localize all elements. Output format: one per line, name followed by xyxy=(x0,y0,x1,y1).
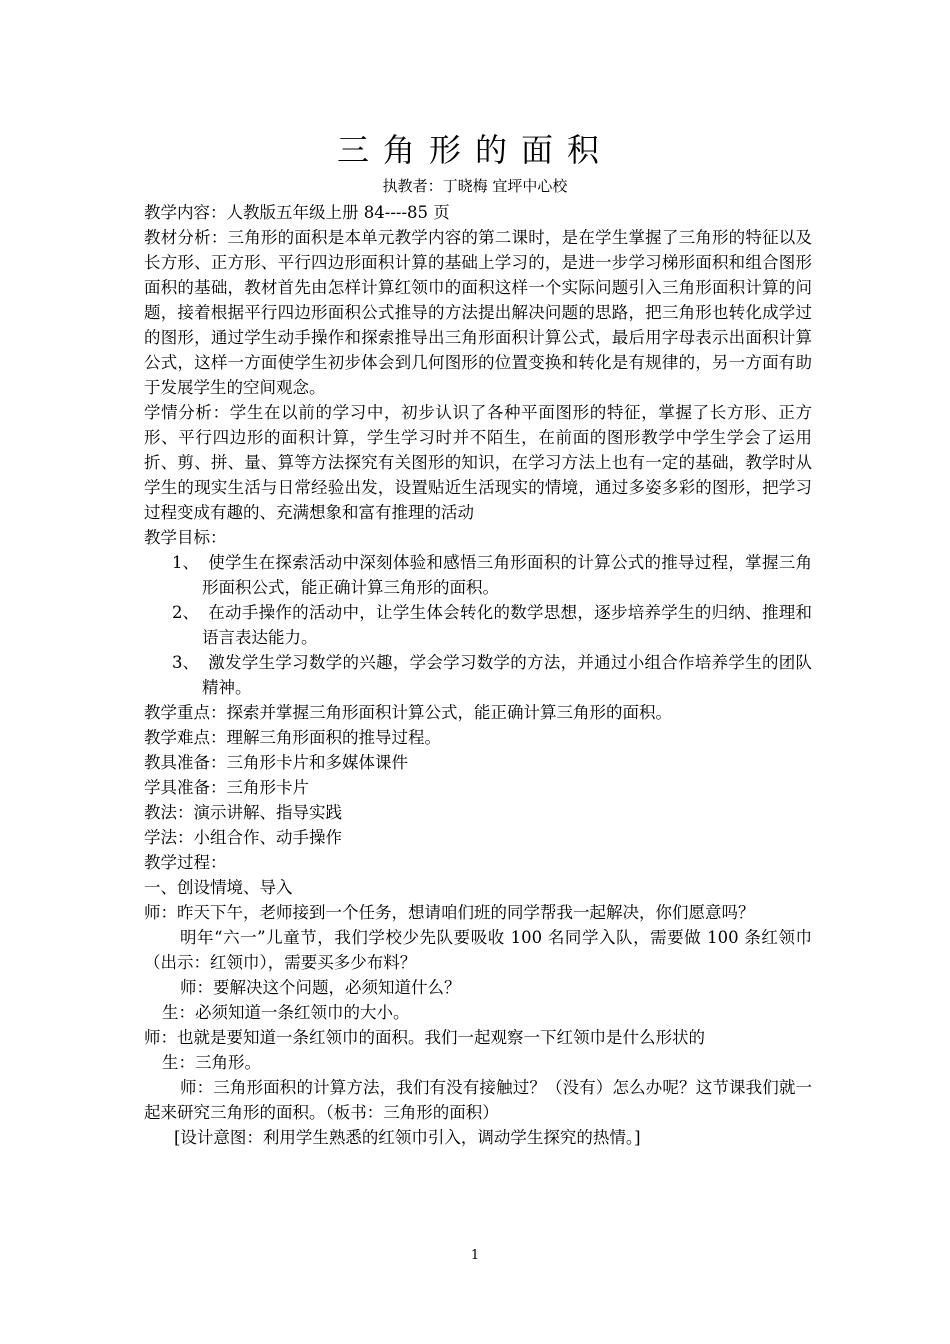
dialogue-line: 师：也就是要知道一条红领巾的面积。我们一起观察一下红领巾是什么形状的 xyxy=(144,1028,705,1047)
goal-item-1 xyxy=(144,550,812,600)
teaching-method: 教法：演示讲解、指导实践 xyxy=(144,803,342,822)
learning-method: 学法：小组合作、动手操作 xyxy=(144,828,342,847)
document-title: 三角形的面积 xyxy=(336,131,613,169)
dialogue-line: 生：三角形。 xyxy=(162,1053,261,1072)
goal-item-3 xyxy=(144,650,812,700)
goal-item-2 xyxy=(144,600,812,650)
page-number: 1 xyxy=(470,1248,480,1263)
dialogue-line: 生：必须知道一条红领巾的大小。 xyxy=(162,1003,410,1022)
learning-aids: 学具准备：三角形卡片 xyxy=(144,778,309,797)
dialogue-line: 师：三角形面积的计算方法，我们有没有接触过？（没有）怎么办呢？这节课我们就一起来研究三角形的面积。（板书：三角形的面积） xyxy=(144,1078,812,1122)
author-line: 执教者：丁晓梅 宜坪中心校 xyxy=(382,177,568,195)
document-body xyxy=(144,200,812,1150)
dialogue-line: 师：昨天下午，老师接到一个任务，想请咱们班的同学帮我一起解决，你们愿意吗？ xyxy=(144,903,755,922)
goal-number: 3、 xyxy=(172,653,199,672)
material-analysis: 教材分析：三角形的面积是本单元教学内容的第二课时，是在学生掌握了三角形的特征以及长方形、正方形、平行四边形面积计算的基础上学习的，是进一步学习梯形面积和组合图形面积的基础，教材首先由怎样计算红领巾的面积这样一个实际问题引入三角形面积计算的问题，接着根据平行四边形面积公式推导的方法提出解决问题的思路，把三角形也转化成学过的图形，通过学生动手操作和探索推导出三角形面积计算公式，最后用字母表示出面积计算公式，这样一方面使学生初步体会到几何图形的位置变换和转化是有规律的，另一方面有助于发展学生的空间观念。 xyxy=(144,228,812,397)
student-analysis: 学情分析：学生在以前的学习中，初步认识了各种平面图形的特征，掌握了长方形、正方形、平行四边形的面积计算，学生学习时并不陌生，在前面的图形教学中学生学会了运用折、剪、拼、量、算等方法探究有关图形的知识，在学习方法上也有一定的基础，教学时从学生的现实生活与日常经验出发，设置贴近生活现实的情境，通过多姿多彩的图形，把学习过程变成有趣的、充满想象和富有推理的活动 xyxy=(144,403,812,522)
goal-number: 1、 xyxy=(172,553,199,572)
section-heading: 一、创设情境、导入 xyxy=(144,878,293,897)
goal-text: 激发学生学习数学的兴趣，学会学习数学的方法，并通过小组合作培养学生的团队精神。 xyxy=(202,653,812,697)
difficulty: 教学难点：理解三角形面积的推导过程。 xyxy=(144,728,441,747)
goals-heading: 教学目标： xyxy=(144,528,227,547)
goal-number: 2、 xyxy=(172,603,199,622)
dialogue-line: 明年“六一”儿童节，我们学校少先队要吸收 100 名同学入队，需要做 100 条红领巾（出示：红领巾），需要买多少布料？ xyxy=(144,928,812,972)
design-intent: [设计意图：利用学生熟悉的红领巾引入，调动学生探究的热情。] xyxy=(174,1128,641,1147)
teaching-aids: 教具准备：三角形卡片和多媒体课件 xyxy=(144,753,408,772)
dialogue-line: 师：要解决这个问题，必须知道什么？ xyxy=(180,978,461,997)
goal-text: 使学生在探索活动中深刻体验和感悟三角形面积的计算公式的推导过程，掌握三角形面积公式，能正确计算三角形的面积。 xyxy=(202,553,812,597)
goal-text: 在动手操作的活动中，让学生体会转化的数学思想，逐步培养学生的归纳、推理和语言表达能力。 xyxy=(202,603,812,647)
content-line: 教学内容：人教版五年级上册 84----85 页 xyxy=(144,203,450,222)
process-heading: 教学过程： xyxy=(144,853,227,872)
key-point: 教学重点：探索并掌握三角形面积计算公式，能正确计算三角形的面积。 xyxy=(144,703,672,722)
